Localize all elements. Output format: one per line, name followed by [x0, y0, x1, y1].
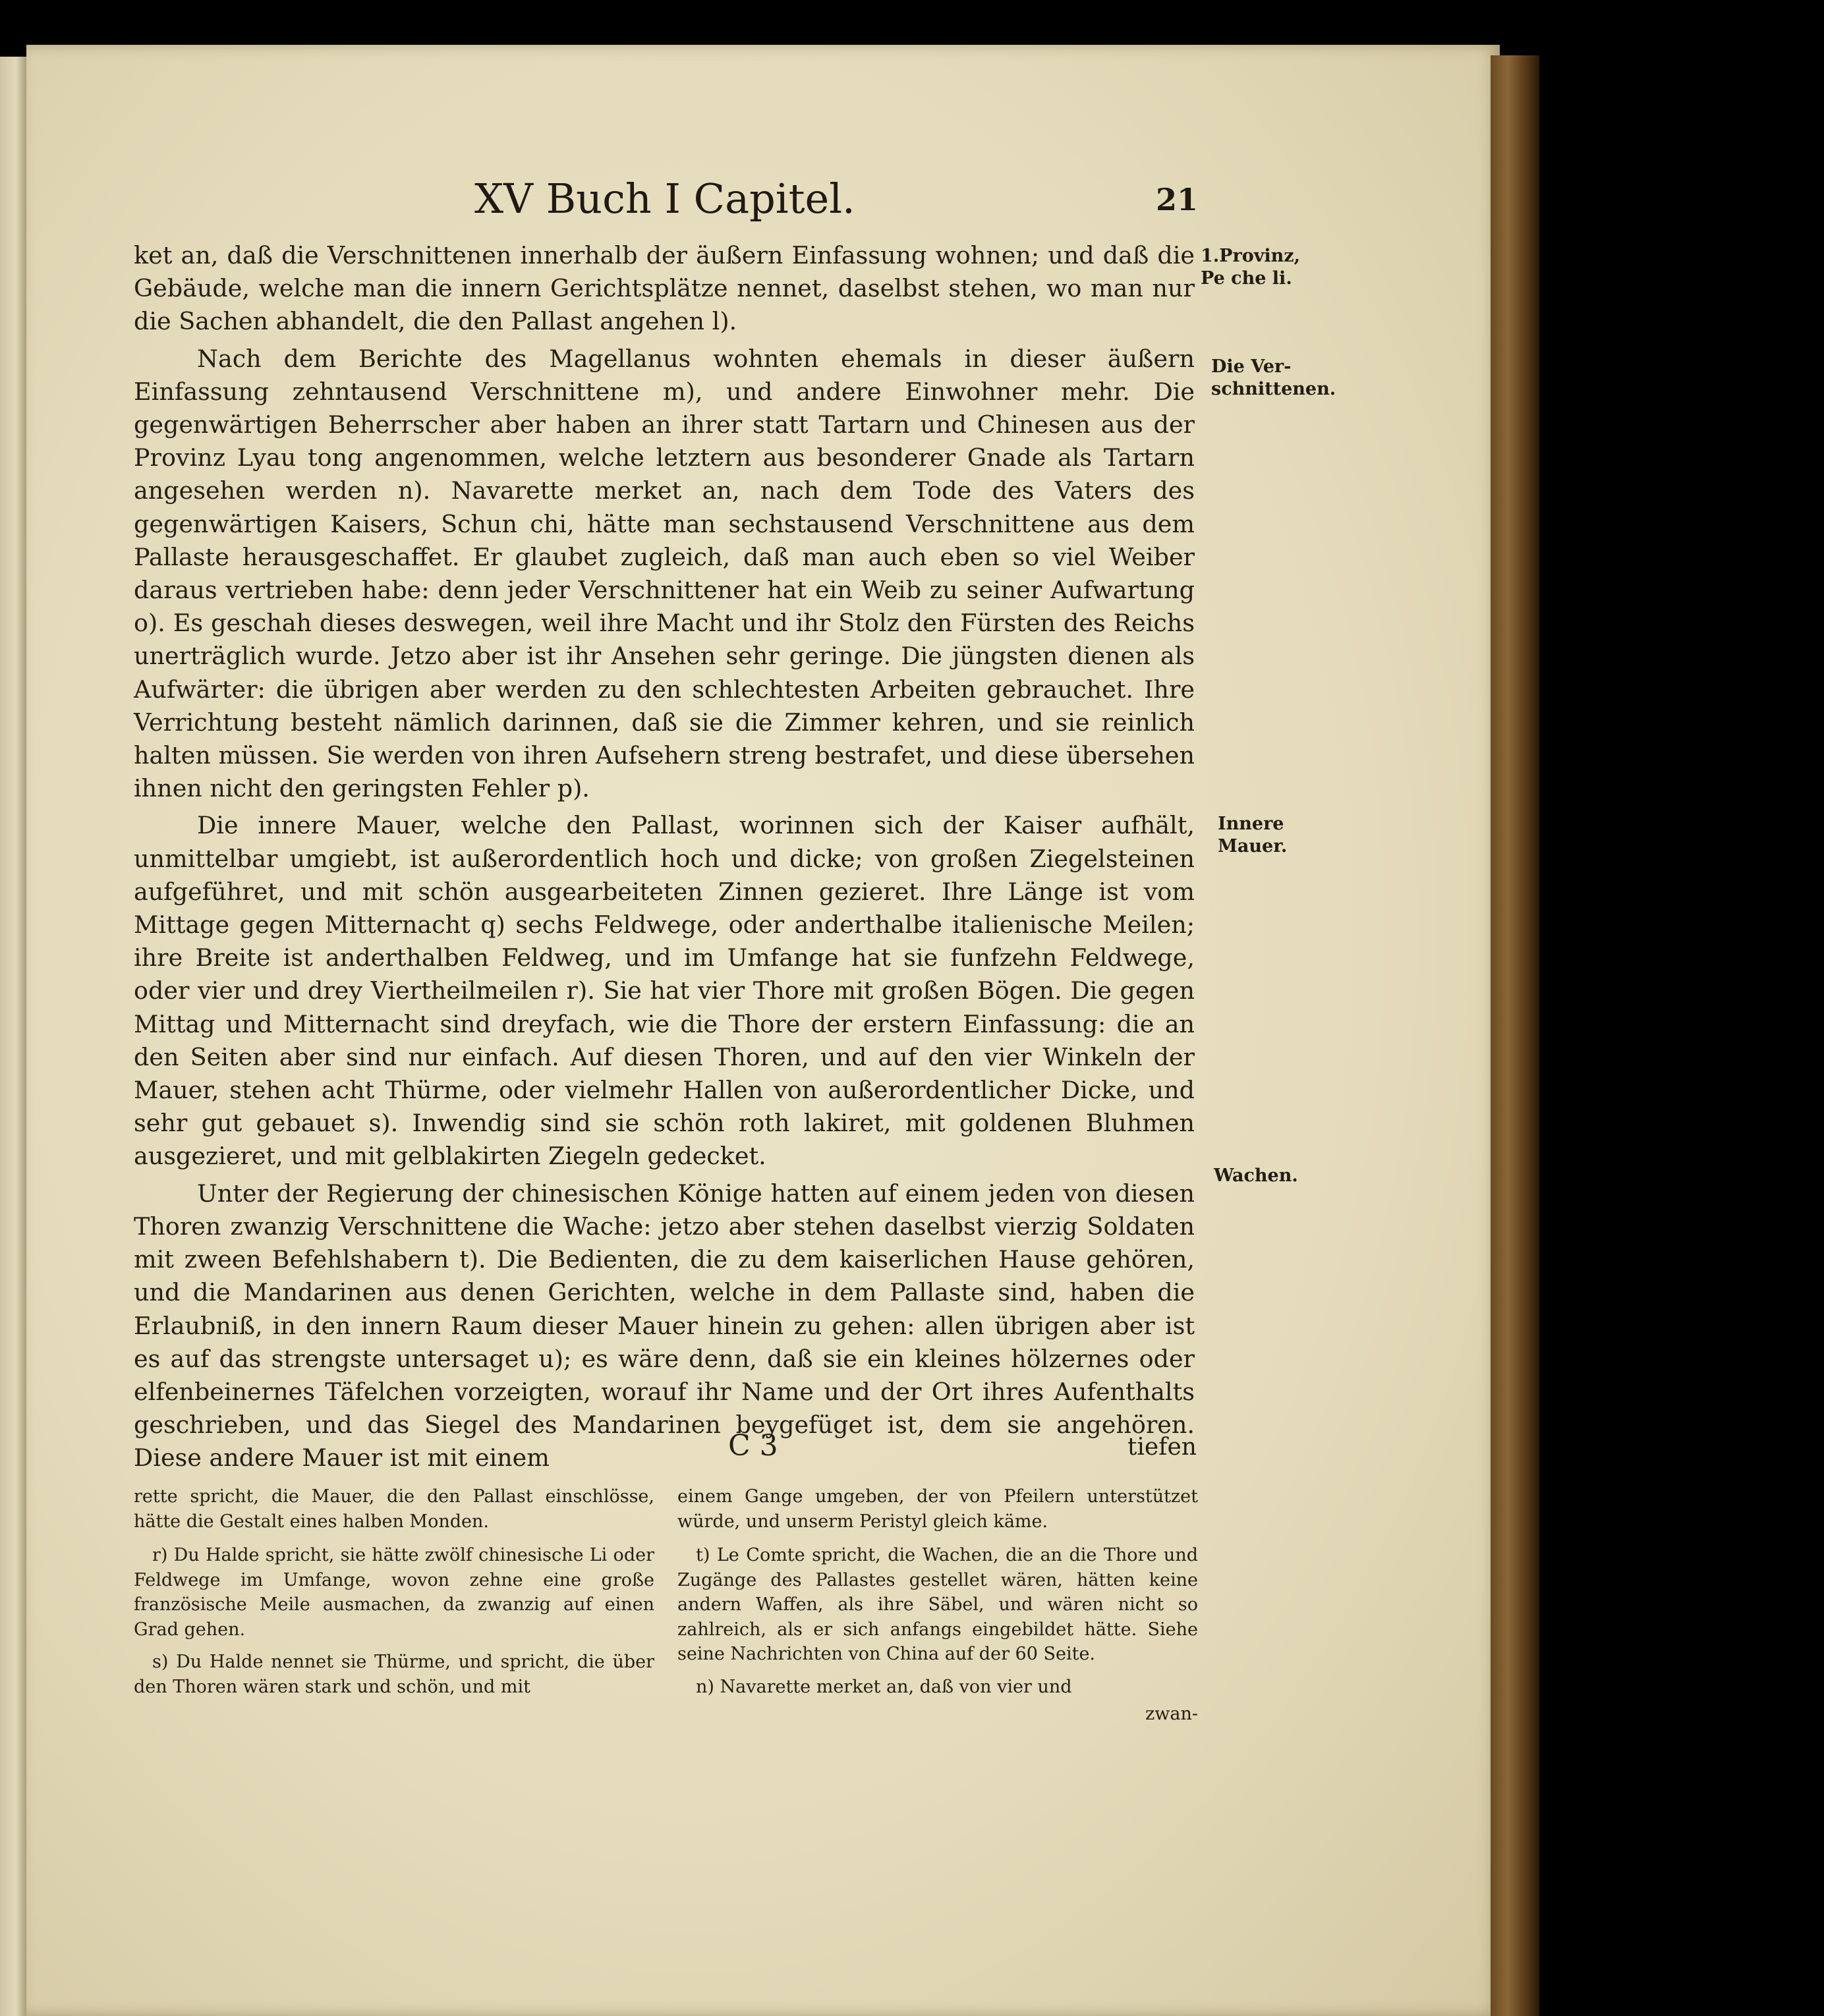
- footnote-r: r) Du Halde spricht, sie hätte zwölf chinesische Li oder Feldwege im Umfange, wovon zehne eine große französische Meile ausmachen, da zwanzig auf einen Grad gehen.: [134, 1545, 654, 1640]
- footnotes-right-column: [677, 1484, 1198, 1735]
- catchword: tiefen: [1127, 1434, 1197, 1461]
- paragraph-wachen: Unter der Regierung der chinesischen Könige hatten auf einem jeden von diesen Thoren zwanzig Verschnittene die Wache: jetzo aber stehen daselbst vierzig Soldaten mit zween Befehlshabern t). Die Bedienten, die zu dem kaiserlichen Hause gehören, und die Mandarinen aus denen Gerichten, welche in dem Pallaste sind, haben die Erlaubniß, in den innern Raum dieser Mauer hinein zu gehen: allen übrigen aber ist es auf das strengste untersaget u); es wäre denn, daß sie ein kleines hölzernes oder elfenbeinernes Täfelchen vorzeigten, worauf ihr Name und der Ort ihres Aufenthalts geschrieben, und das Siegel des Mandarinen beygefüget ist, dem sie angehören. Diese andere Mauer ist mit einem: [134, 1179, 1195, 1472]
- footnotes-left-column: [134, 1484, 654, 1707]
- facing-page-edge: [0, 57, 26, 2016]
- margin-note-verschnittenen: Die Ver- schnittenen.: [1211, 356, 1336, 399]
- paragraph-verschnittenen: Nach dem Berichte des Magellanus wohnten ehemals in dieser äußern Einfassung zehntausend Verschnittene m), und andere Einwohner mehr. Die gegenwärtigen Beherrscher aber haben an ihrer statt Tartarn und Chinesen aus der Provinz Lyau tong angenommen, welche letztern aus besonderer Gnade als Tartarn angesehen werden n). Navarette merket an, nach dem Tode des Vaters des gegenwärtigen Kaisers, Schun chi, hätte man sechstausend Verschnittene aus dem Pallaste herausgeschaffet. Er glaubet zugleich, daß man auch eben so viel Weiber daraus vertrieben habe: denn jeder Verschnittener hat ein Weib zu seiner Aufwartung o). Es geschah dieses deswegen, weil ihre Macht und ihr Stolz den Fürsten des Reichs unerträglich wurde. Jetzo aber ist ihr Ansehen sehr geringe. Die jüngsten dienen als Aufwärter: die übrigen aber werden zu den schlechtesten Arbeiten gebrauchet. Ihre Verrichtung besteht nämlich darinnen, daß sie die Zimmer kehren, und sie reinlich halten müssen. Sie werden von ihren Aufsehern streng bestrafet, und diese übersehen ihnen nicht den geringsten Fehler p).: [134, 344, 1195, 803]
- footnote-continuation: rette spricht, die Mauer, die den Pallast einschlösse, hätte die Gestalt eines halben Monden.: [134, 1486, 654, 1532]
- paragraph-continuation: ket an, daß die Verschnittenen innerhalb der äußern Einfassung wohnen; und daß die Gebäude, welche man die innern Gerichtsplätze nennet, daselbst stehen, wo man nur die Sachen abhandelt, die den Pallast angehen l).: [134, 241, 1195, 336]
- paragraph-innere-mauer: Die innere Mauer, welche den Pallast, worinnen sich der Kaiser aufhält, unmittelbar umgiebt, ist außerordentlich hoch und dicke; von großen Ziegelsteinen aufgeführet, und mit schön ausgearbeiteten Zinnen gezieret. Ihre Länge ist vom Mittage gegen Mitternacht q) sechs Feldwege, oder anderthalbe italienische Meilen; ihre Breite ist anderthalben Feldweg, und im Umfange hat sie funfzehn Feldwege, oder vier und drey Viertheilmeilen r). Sie hat vier Thore mit großen Bögen. Die gegen Mittag und Mitternacht sind dreyfach, wie die Thore der erstern Einfassung: die an den Seiten aber sind nur einfach. Auf diesen Thoren, und auf den vier Winkeln der Mauer, stehen acht Thürme, oder vielmehr Hallen von außerordentlicher Dicke, und sehr gut gebauet s). Inwendig sind sie schön roth lakiret, mit goldenen Bluhmen ausgezieret, und mit gelblakirten Ziegeln gedecket.: [134, 811, 1195, 1171]
- footnote-catchword: zwan-: [1145, 1704, 1198, 1724]
- running-header: XV Buch I Capitel.: [474, 175, 855, 223]
- margin-note-wachen: Wachen.: [1214, 1165, 1298, 1186]
- footnote-s: s) Du Halde nennet sie Thürme, und spricht, die über den Thoren wären stark und schön, und mit: [134, 1652, 654, 1697]
- footnote-continuation-right: einem Gange umgeben, der von Pfeilern unterstützet würde, und unserm Peristyl gleich käme.: [677, 1486, 1198, 1532]
- footnote-n: n) Navarette merket an, daß von vier und: [696, 1676, 1072, 1697]
- page-number: 21: [1156, 182, 1199, 217]
- main-text-block: [134, 239, 1195, 1475]
- book-spine-edge: [1491, 55, 1539, 2016]
- signature-mark: C 3: [728, 1429, 778, 1463]
- footnote-t: t) Le Comte spricht, die Wachen, die an die Thore und Zugänge des Pallastes gestellet wären, hätten keine andern Waffen, als ihre Säbel, und wären nicht so zahlreich, als er sich anfangs eingebildet hätte. Siehe seine Nachrichten von China auf der 60 Seite.: [677, 1545, 1198, 1664]
- margin-note-provinz: 1.Provinz, Pe che li.: [1201, 246, 1301, 289]
- margin-note-innere-mauer: Innere Mauer.: [1218, 814, 1288, 856]
